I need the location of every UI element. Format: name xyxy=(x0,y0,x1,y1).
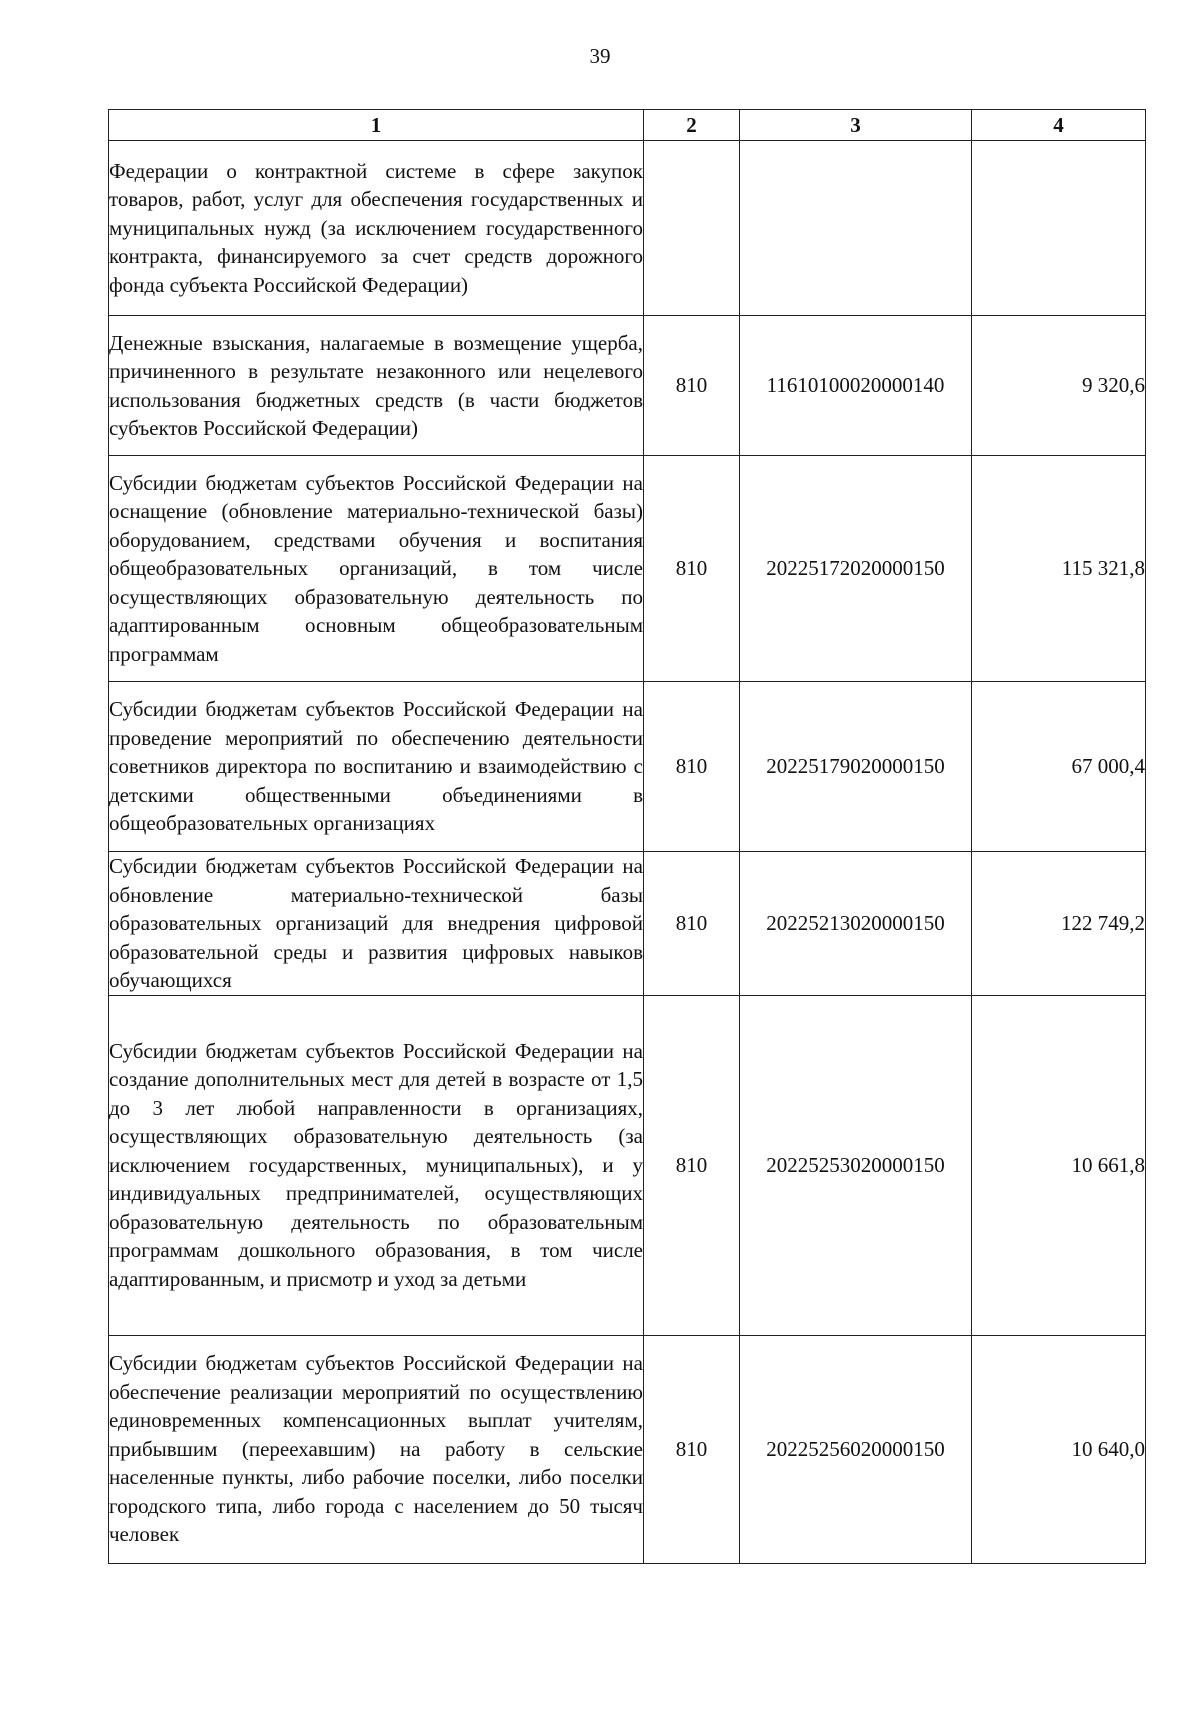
row-description: Денежные взыскания, налагаемые в возмещение ущерба, причиненного в результате незаконного или нецелевого использования бюджетных средств (в части бюджетов субъектов Российской Федерации) xyxy=(109,316,644,456)
table-row xyxy=(109,852,1146,996)
budget-table xyxy=(108,109,1146,1564)
column-header-1: 1 xyxy=(109,110,644,141)
row-description: Субсидии бюджетам субъектов Российской Федерации на оснащение (обновление материально-технической базы) оборудованием, средствами обучения и воспитания общеобразовательных организаций, в том числе осуществляющих образовательную деятельность по адаптированным основным общеобразовательным программам xyxy=(109,456,644,682)
row-amount: 9 320,6 xyxy=(972,316,1146,456)
header-row xyxy=(109,110,1146,141)
row-budget-code: 20225253020000150 xyxy=(740,995,972,1335)
row-admin-code: 810 xyxy=(644,1335,740,1563)
row-description: Субсидии бюджетам субъектов Российской Федерации на создание дополнительных мест для детей в возрасте от 1,5 до 3 лет любой направленности в организациях, осуществляющих образовательную деятельность (за исключением государственных, муниципальных), и у индивидуальных предпринимателей, осуществляющих образовательную деятельность по образовательным программам дошкольного образования, в том числе адаптированным, и присмотр и уход за детьми xyxy=(109,995,644,1335)
row-admin-code xyxy=(644,141,740,316)
row-amount: 122 749,2 xyxy=(972,852,1146,996)
row-admin-code: 810 xyxy=(644,852,740,996)
table-row xyxy=(109,1335,1146,1563)
row-amount: 115 321,8 xyxy=(972,456,1146,682)
table-row xyxy=(109,682,1146,852)
row-description: Субсидии бюджетам субъектов Российской Федерации на обеспечение реализации мероприятий по осуществлению единовременных компенсационных выплат учителям, прибывшим (переехавшим) на работу в сельские населенные пункты, либо рабочие поселки, либо поселки городского типа, либо города с населением до 50 тысяч человек xyxy=(109,1335,644,1563)
table-row xyxy=(109,316,1146,456)
row-budget-code: 11610100020000140 xyxy=(740,316,972,456)
row-amount: 10 640,0 xyxy=(972,1335,1146,1563)
row-admin-code: 810 xyxy=(644,456,740,682)
row-amount: 67 000,4 xyxy=(972,682,1146,852)
column-header-4: 4 xyxy=(972,110,1146,141)
column-header-3: 3 xyxy=(740,110,972,141)
table-body xyxy=(109,141,1146,1564)
row-admin-code: 810 xyxy=(644,316,740,456)
table-row xyxy=(109,995,1146,1335)
row-budget-code: 20225213020000150 xyxy=(740,852,972,996)
column-header-2: 2 xyxy=(644,110,740,141)
page-number: 39 xyxy=(589,44,611,68)
row-budget-code: 20225256020000150 xyxy=(740,1335,972,1563)
row-description: Субсидии бюджетам субъектов Российской Федерации на обновление материально-технической базы образовательных организаций для внедрения цифровой образовательной среды и развития цифровых навыков обучающихся xyxy=(109,852,644,996)
row-admin-code: 810 xyxy=(644,682,740,852)
row-description: Федерации о контрактной системе в сфере закупок товаров, работ, услуг для обеспечения государственных и муниципальных нужд (за исключением государственного контракта, финансируемого за счет средств дорожного фонда субъекта Российской Федерации) xyxy=(109,141,644,316)
row-description: Субсидии бюджетам субъектов Российской Федерации на проведение мероприятий по обеспечению деятельности советников директора по воспитанию и взаимодействию с детскими общественными объединениями в общеобразовательных организациях xyxy=(109,682,644,852)
table-header xyxy=(109,110,1146,141)
row-admin-code: 810 xyxy=(644,995,740,1335)
row-budget-code xyxy=(740,141,972,316)
row-budget-code: 20225179020000150 xyxy=(740,682,972,852)
table-row xyxy=(109,141,1146,316)
row-budget-code: 20225172020000150 xyxy=(740,456,972,682)
row-amount: 10 661,8 xyxy=(972,995,1146,1335)
table-row xyxy=(109,456,1146,682)
row-amount xyxy=(972,141,1146,316)
